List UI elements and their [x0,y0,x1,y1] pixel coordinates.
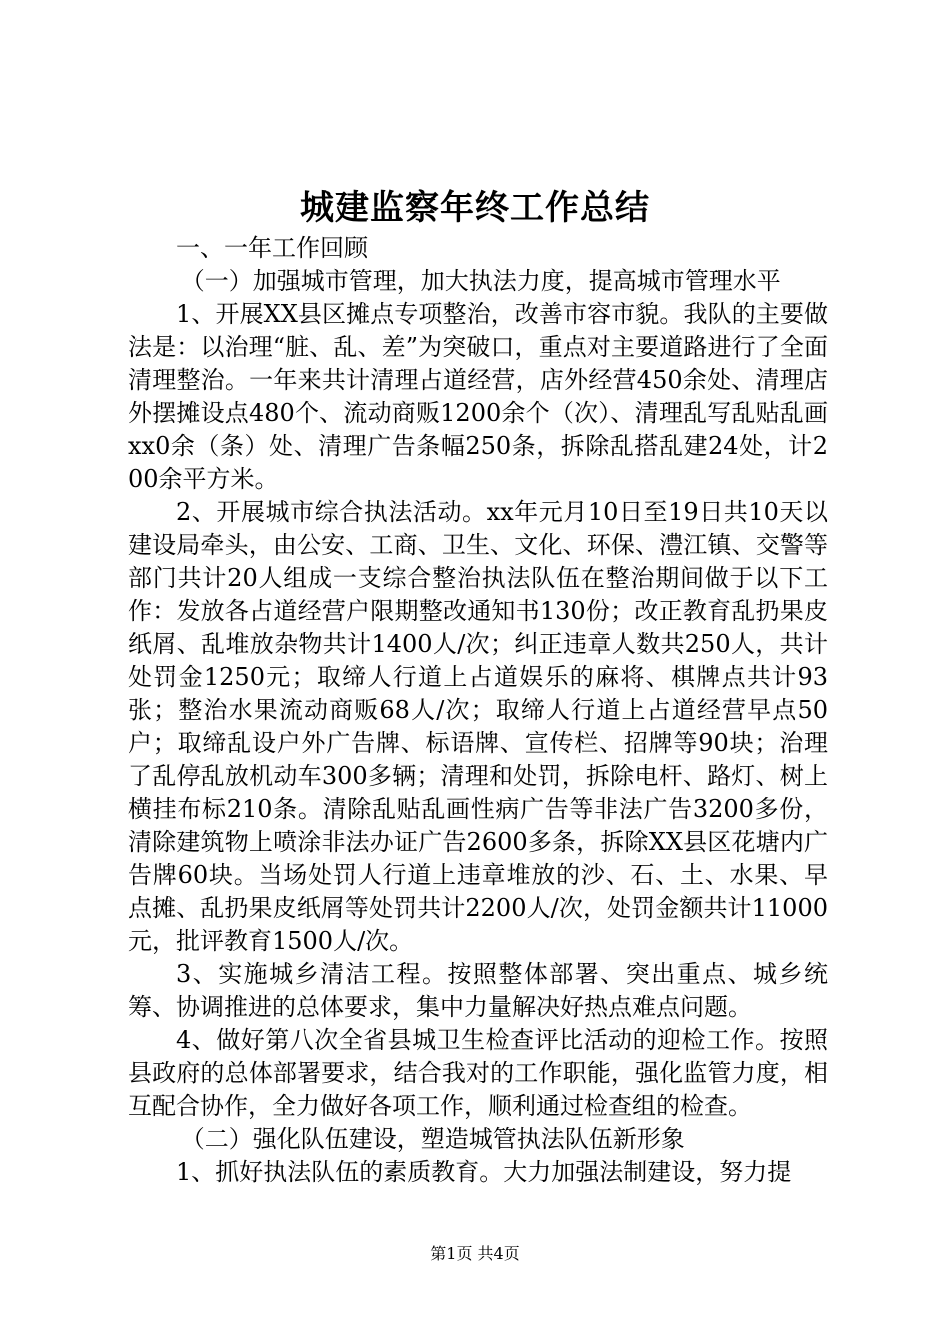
paragraph: 2、开展城市综合执法活动。xx年元月10日至19日共10天以建设局牵头，由公安、工商、卫生、文化、环保、澧江镇、交警等部门共计20人组成一支综合整治执法队伍在整治期间做于以下工作：发放各占道经营户限期整改通知书130份；改正教育乱扔果皮纸屑、乱堆放杂物共计1400人/次；纠正违章人数共250人，共计处罚金1250元；取缔人行道上占道娱乐的麻将、棋牌点共计93张；整治水果流动商贩68人/次；取缔人行道上占道经营早点50户；取缔乱设户外广告牌、标语牌、宣传栏、招牌等90块；治理了乱停乱放机动车300多辆；清理和处罚，拆除电杆、路灯、树上横挂布标210条。清除乱贴乱画性病广告等非法广告3200多份，清除建筑物上喷涂非法办证广告2600多条，拆除XX县区花塘内广告牌60块。当场处罚人行道上违章堆放的沙、石、土、水果、早点摊、乱扔果皮纸屑等处罚共计2200人/次，处罚金额共计11000元，批评教育1500人/次。 [128,498,828,955]
paragraph: 1、抓好执法队伍的素质教育。大力加强法制建设，努力提 [176,1158,792,1186]
paragraph: 1、开展XX县区摊点专项整治，改善市容市貌。我队的主要做法是：以治理“脏、乱、差”为突破口，重点对主要道路进行了全面清理整治。一年来共计清理占道经营，店外经营450余处、清理店外摆摊设点480个、流动商贩1200余个（次）、清理乱写乱贴乱画xx0余（条）处、清理广告条幅250条，拆除乱搭乱建24处，计200余平方米。 [128,300,828,493]
document-body [128,232,828,1189]
document-title: 城建监察年终工作总结 [300,188,650,228]
section-heading: 一、一年工作回顾 [176,234,368,262]
subsection-heading: （一）加强城市管理，加大执法力度，提高城市管理水平 [180,267,781,295]
paragraph: 4、做好第八次全省县城卫生检查评比活动的迎检工作。按照县政府的总体部署要求，结合我对的工作职能，强化监管力度，相互配合协作，全力做好各项工作，顺利通过检查组的检查。 [128,1026,828,1120]
paragraph: 3、实施城乡清洁工程。按照整体部署、突出重点、城乡统筹、协调推进的总体要求，集中力量解决好热点难点问题。 [128,960,828,1021]
page-number-footer: 第1页 共4页 [430,1244,520,1263]
subsection-heading: （二）强化队伍建设，塑造城管执法队伍新形象 [180,1125,685,1153]
